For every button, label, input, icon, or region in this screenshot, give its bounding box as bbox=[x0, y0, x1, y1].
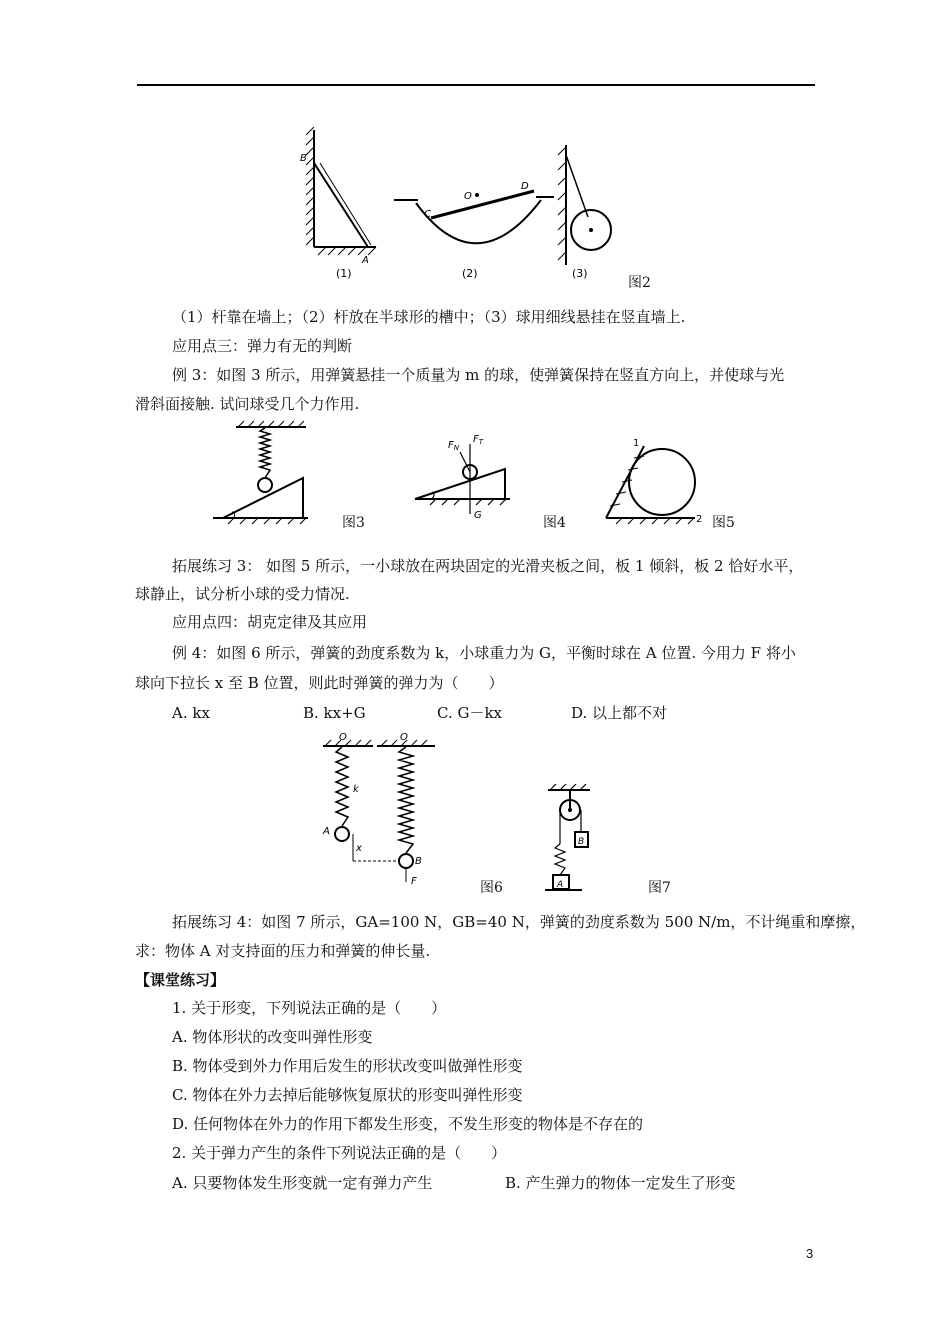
question-2-option-b: B. 产生弹力的物体一定发生了形变 bbox=[505, 1174, 736, 1192]
figure-4-caption: 图4 bbox=[543, 515, 566, 531]
header-rule bbox=[137, 84, 815, 86]
figure-2-caption: 图2 bbox=[628, 275, 651, 291]
question-2-option-a: A. 只要物体发生形变就一定有弹力产生 bbox=[172, 1174, 433, 1192]
point-d-label: D bbox=[521, 181, 529, 192]
sub-figure-2-label: (2) bbox=[462, 267, 478, 280]
section-heading: 【课堂练习】 bbox=[135, 971, 226, 989]
figure-3 bbox=[208, 420, 338, 525]
text-line-2: 应用点三：弹力有无的判断 bbox=[172, 337, 353, 355]
text-line-3: 例 3：如图 3 所示，用弹簧悬挂一个质量为 m 的球，使弹簧保持在竖直方向上，并使球与光 bbox=[172, 366, 785, 384]
question-1-option-a: A. 物体形状的改变叫弹性形变 bbox=[172, 1028, 373, 1046]
question-1-option-d: D. 任何物体在外力的作用下都发生形变，不发生形变的物体是不存在的 bbox=[172, 1115, 644, 1133]
text-line-10: 拓展练习 4：如图 7 所示，GA=100 N，GB=40 N，弹簧的劲度系数为 500 N/m，不计绳重和摩擦， bbox=[172, 913, 866, 931]
option-c: C. G－kx bbox=[437, 704, 503, 722]
question-2: 2. 关于弹力产生的条件下列说法正确的是（ ） bbox=[172, 1144, 507, 1162]
block-b-label: B bbox=[578, 837, 585, 847]
extension-x-label: x bbox=[356, 843, 362, 854]
plate-1-label: 1 bbox=[633, 438, 640, 449]
position-b-label: B bbox=[415, 856, 422, 867]
position-a-label: A bbox=[323, 826, 330, 837]
figure-5 bbox=[600, 436, 710, 526]
figure-7 bbox=[540, 784, 600, 894]
figure-2 bbox=[296, 125, 626, 295]
figure-6-caption: 图6 bbox=[480, 880, 503, 896]
block-a-label: A bbox=[557, 880, 564, 890]
figure-4 bbox=[410, 432, 520, 527]
figure-5-caption: 图5 bbox=[712, 515, 735, 531]
point-b-label: B bbox=[300, 153, 307, 164]
question-1: 1. 关于形变，下列说法正确的是（ ） bbox=[172, 999, 447, 1017]
spring-k-label: k bbox=[353, 784, 359, 795]
text-line-4: 滑斜面接触. 试问球受几个力作用. bbox=[135, 395, 360, 413]
figure-3-caption: 图3 bbox=[342, 515, 365, 531]
force-ft-label: $F_T$ bbox=[473, 434, 484, 446]
point-a-label: A bbox=[362, 255, 369, 266]
option-b: B. kx+G bbox=[303, 704, 366, 722]
question-1-option-b: B. 物体受到外力作用后发生的形状改变叫做弹性形变 bbox=[172, 1057, 523, 1075]
text-line-6: 球静止，试分析小球的受力情况. bbox=[135, 585, 350, 603]
plate-2-label: 2 bbox=[696, 514, 703, 525]
text-line-9: 球向下拉长 x 至 B 位置，则此时弹簧的弹力为（ ） bbox=[135, 674, 504, 692]
origin-o-label-1: O bbox=[339, 732, 347, 743]
text-line-7: 应用点四：胡克定律及其应用 bbox=[172, 613, 368, 631]
option-a: A. kx bbox=[172, 704, 210, 722]
text-line-1: （1）杆靠在墙上；（2）杆放在半球形的槽中；（3）球用细线悬挂在竖直墙上. bbox=[172, 308, 686, 326]
figure-7-caption: 图7 bbox=[648, 880, 671, 896]
text-line-8: 例 4：如图 6 所示，弹簧的劲度系数为 k，小球重力为 G，平衡时球在 A 位置. 今用力 F 将小 bbox=[172, 644, 796, 662]
origin-o-label-2: O bbox=[400, 732, 408, 743]
text-line-5: 拓展练习 3： 如图 5 所示，一小球放在两块固定的光滑夹板之间，板 1 倾斜，板 2 恰好水平， bbox=[172, 557, 804, 575]
gravity-label: G bbox=[474, 510, 482, 521]
force-f-label: F bbox=[411, 876, 417, 887]
option-d: D. 以上都不对 bbox=[571, 704, 668, 722]
force-fn-label: $F_N$ bbox=[448, 440, 460, 452]
page-number: 3 bbox=[806, 1246, 814, 1261]
sub-figure-3-label: (3) bbox=[572, 267, 588, 280]
point-o-label: O bbox=[464, 191, 472, 202]
text-line-11: 求：物体 A 对支持面的压力和弹簧的伸长量. bbox=[135, 942, 431, 960]
sub-figure-1-label: (1) bbox=[336, 267, 352, 280]
figure-6 bbox=[315, 730, 440, 890]
point-c-label: C bbox=[424, 209, 431, 220]
question-1-option-c: C. 物体在外力去掉后能够恢复原状的形变叫弹性形变 bbox=[172, 1086, 523, 1104]
